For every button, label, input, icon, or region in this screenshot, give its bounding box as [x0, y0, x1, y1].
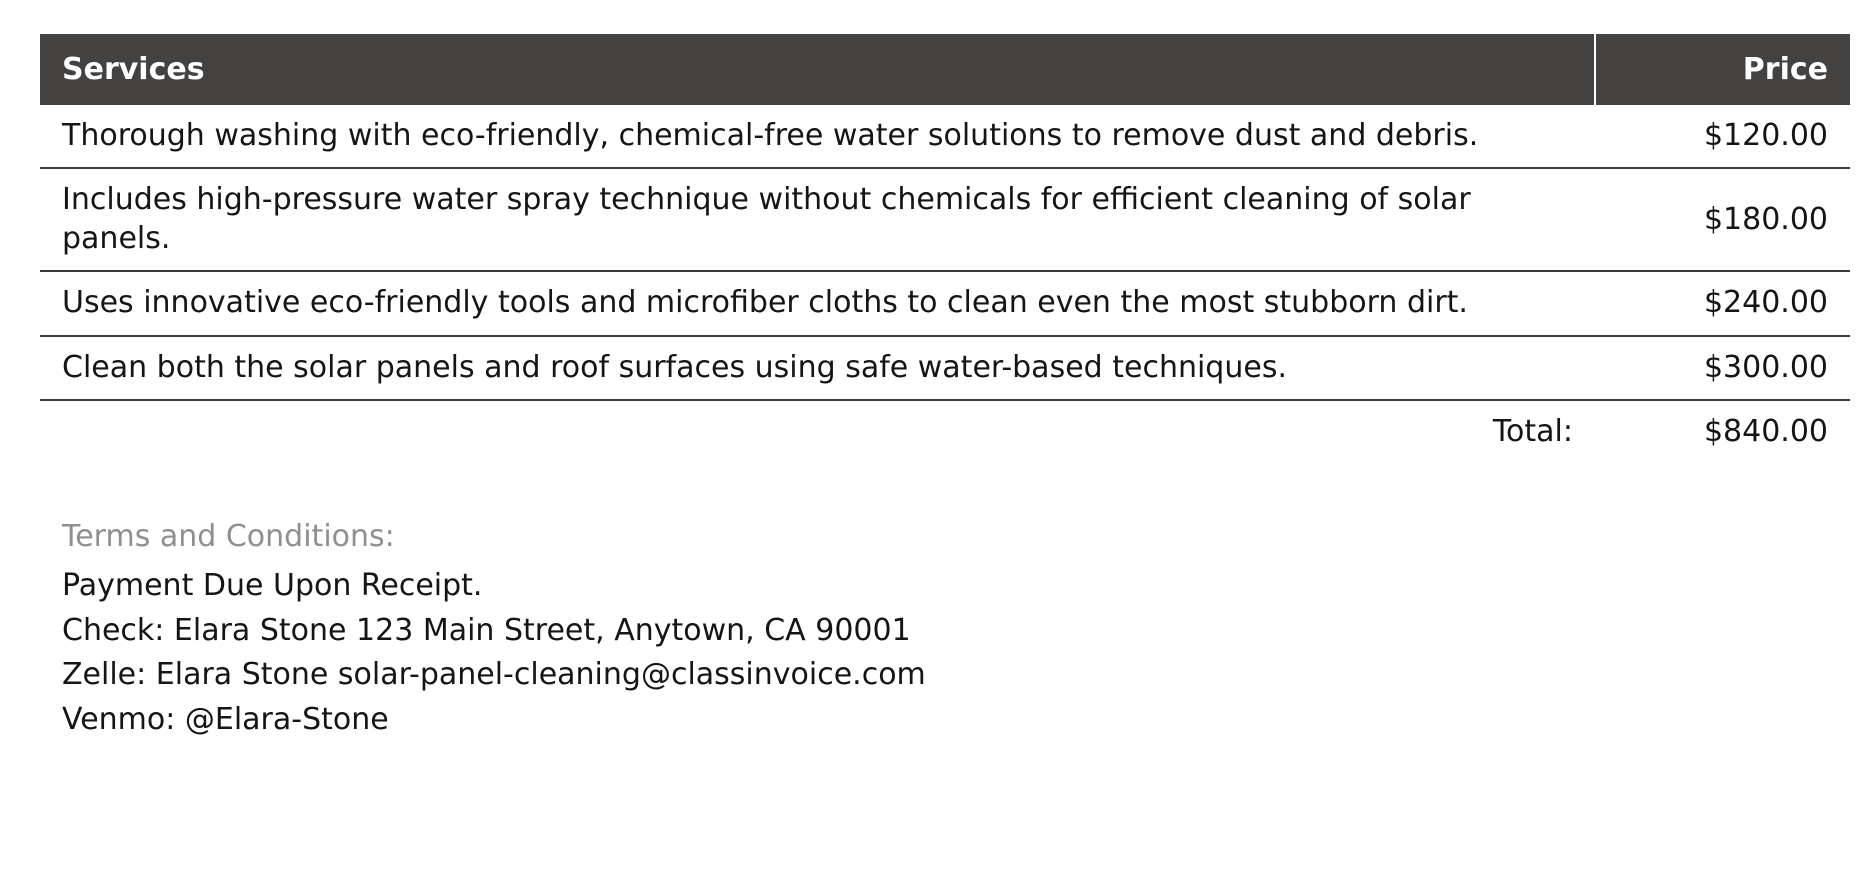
service-description: Clean both the solar panels and roof surfaces using safe water-based techniques. — [40, 336, 1595, 400]
column-header-services: Services — [40, 34, 1595, 105]
service-description: Thorough washing with eco-friendly, chemical-free water solutions to remove dust and debris. — [40, 105, 1595, 168]
table-body — [40, 105, 1850, 463]
table-header — [40, 34, 1850, 105]
total-row — [40, 400, 1850, 463]
terms-title: Terms and Conditions: — [62, 519, 395, 555]
table-row — [40, 271, 1850, 335]
terms-and-conditions — [62, 519, 1828, 742]
table-row — [40, 105, 1850, 168]
service-price: $300.00 — [1595, 336, 1850, 400]
terms-line: Payment Due Upon Receipt. — [62, 568, 483, 604]
service-price: $240.00 — [1595, 271, 1850, 335]
total-value: $840.00 — [1703, 413, 1828, 449]
total-label: Total: — [1492, 413, 1573, 449]
service-description: Uses innovative eco-friendly tools and microfiber cloths to clean even the most stubborn dirt. — [40, 271, 1595, 335]
services-table — [40, 34, 1850, 463]
column-header-price: Price — [1595, 34, 1850, 105]
terms-line: Venmo: @Elara-Stone — [62, 701, 389, 737]
terms-line: Check: Elara Stone 123 Main Street, Anytown, CA 90001 — [62, 612, 911, 648]
service-description: Includes high-pressure water spray technique without chemicals for efficient cleaning of solar panels. — [40, 168, 1595, 271]
service-price: $180.00 — [1595, 168, 1850, 271]
table-row — [40, 336, 1850, 400]
table-header-row — [40, 34, 1850, 105]
service-price: $120.00 — [1595, 105, 1850, 168]
terms-line: Zelle: Elara Stone solar-panel-cleaning@classinvoice.com — [62, 657, 926, 693]
table-row — [40, 168, 1850, 271]
